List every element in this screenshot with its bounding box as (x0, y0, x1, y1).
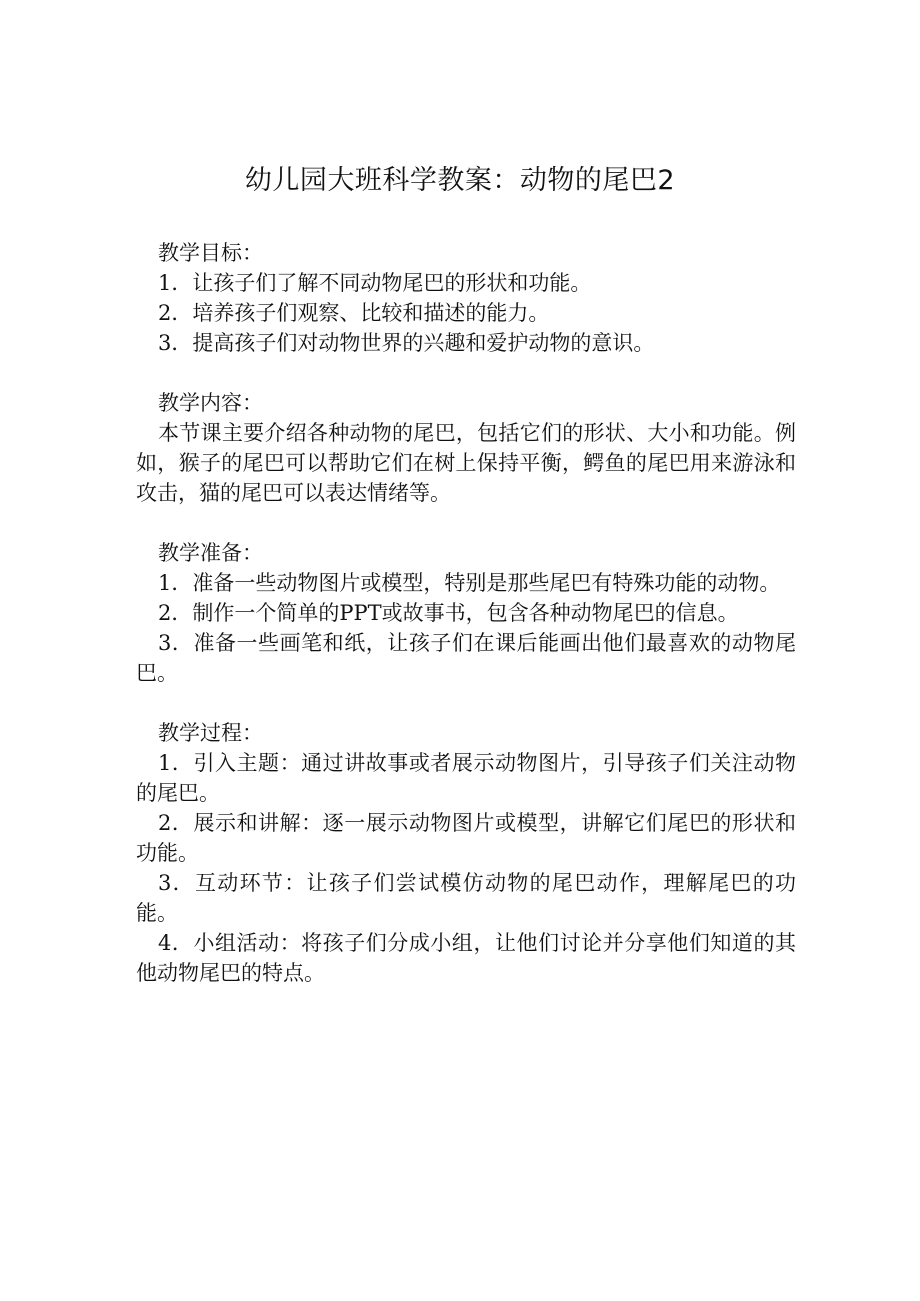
section-teaching-content (136, 388, 796, 508)
list-item: 3．互动环节：让孩子们尝试模仿动物的尾巴动作，理解尾巴的功能。 (136, 871, 796, 925)
section-teaching-preparation (136, 538, 796, 688)
section-teaching-process (136, 718, 796, 988)
section-heading: 教学准备： (158, 541, 263, 565)
list-item: 3．提高孩子们对动物世界的兴趣和爱护动物的意识。 (158, 331, 655, 355)
section-heading: 教学内容： (158, 391, 263, 415)
section-heading: 教学目标： (158, 241, 263, 265)
list-item: 1．引入主题：通过讲故事或者展示动物图片，引导孩子们关注动物的尾巴。 (136, 751, 796, 805)
list-item: 2．制作一个简单的PPT或故事书，包含各种动物尾巴的信息。 (158, 601, 739, 625)
document-body (136, 238, 796, 1018)
list-item: 1．准备一些动物图片或模型，特别是那些尾巴有特殊功能的动物。 (158, 571, 781, 595)
section-paragraph: 本节课主要介绍各种动物的尾巴，包括它们的形状、大小和功能。例如，猴子的尾巴可以帮助它们在树上保持平衡，鳄鱼的尾巴用来游泳和攻击，猫的尾巴可以表达情绪等。 (136, 421, 796, 505)
document-title: 幼儿园大班科学教案：动物的尾巴2 (244, 165, 676, 196)
list-item: 2．展示和讲解：逐一展示动物图片或模型，讲解它们尾巴的形状和功能。 (136, 811, 796, 865)
section-heading: 教学过程： (158, 721, 263, 745)
list-item: 4．小组活动：将孩子们分成小组，让他们讨论并分享他们知道的其他动物尾巴的特点。 (136, 931, 796, 985)
list-item: 2．培养孩子们观察、比较和描述的能力。 (158, 301, 550, 325)
section-teaching-goals (136, 238, 796, 358)
list-item: 3．准备一些画笔和纸，让孩子们在课后能画出他们最喜欢的动物尾巴。 (136, 631, 796, 685)
list-item: 1．让孩子们了解不同动物尾巴的形状和功能。 (158, 271, 592, 295)
